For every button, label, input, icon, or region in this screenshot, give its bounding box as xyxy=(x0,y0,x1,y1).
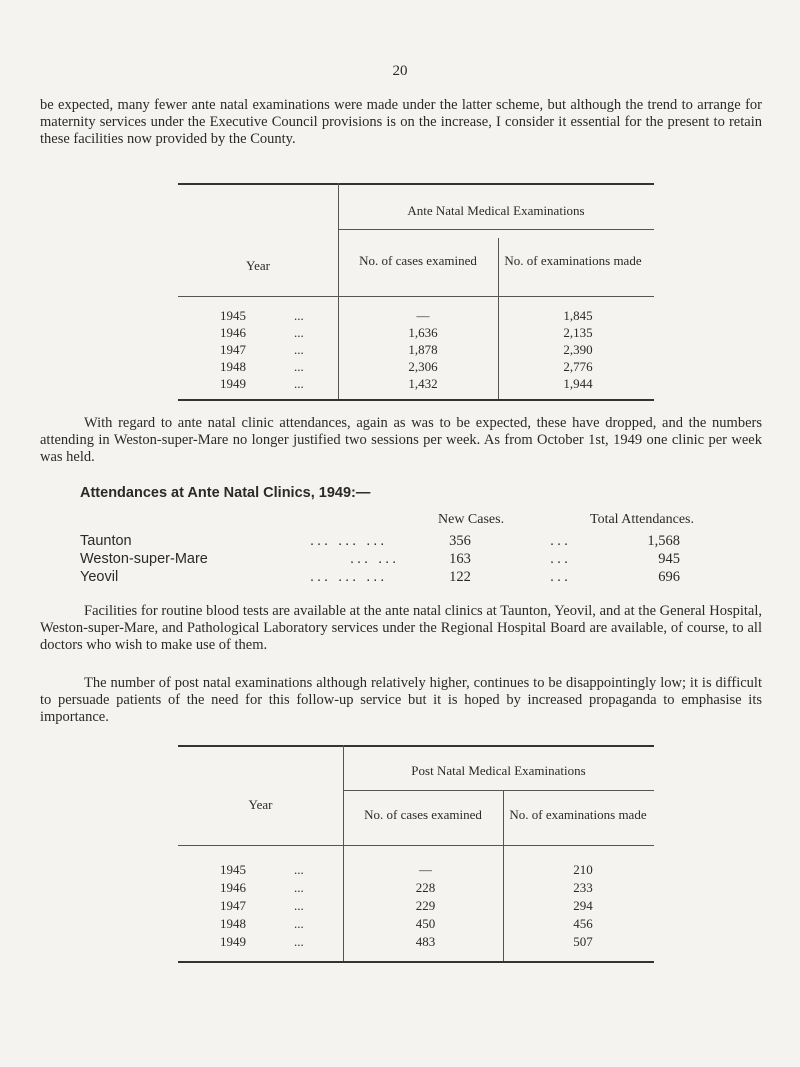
cases-value: 229 xyxy=(415,898,436,913)
leader-dots: ... xyxy=(294,934,304,949)
paragraph-attendance-intro: With regard to ante natal clinic attendances, again as was to be expected, these have dropped, and the numbers attending in Weston-super-Mare no longer justified two sessions per week. As from October 1st, 1949 one clinic per week was held. xyxy=(40,415,762,465)
leader-dots: ... xyxy=(550,551,572,567)
clinic-name: Taunton xyxy=(80,533,132,549)
cases-header: No. of cases examined xyxy=(359,253,477,268)
new-cases-value: 163 xyxy=(449,551,471,567)
year: 1948 xyxy=(220,916,246,931)
cases-value: 2,306 xyxy=(408,359,438,374)
leader-dots: ... xyxy=(294,862,304,877)
leader-dots: ... xyxy=(294,308,304,323)
leader-dots: ... ... ... xyxy=(310,569,388,585)
clinic-name: Weston-super-Mare xyxy=(80,551,208,567)
list-item xyxy=(80,533,760,551)
exams-value: 507 xyxy=(573,934,593,949)
post-natal-table xyxy=(178,745,654,963)
exams-value: 210 xyxy=(573,862,593,877)
table-row xyxy=(178,308,654,324)
paragraph-blood-tests: Facilities for routine blood tests are available at the ante natal clinics at Taunton, Yeovil, and at the General Hospital, Weston-super-Mare, and Pathological Laboratory services under the Regional Hospital Board are available, of course, to all doctors who wish to make use of them. xyxy=(40,603,762,653)
year: 1945 xyxy=(220,308,246,323)
total-value: 945 xyxy=(658,551,680,567)
list-item xyxy=(80,551,760,569)
exams-value: 456 xyxy=(573,916,593,931)
total-attendances-header: Total Attendances. xyxy=(590,512,694,527)
cases-value: 450 xyxy=(415,916,436,931)
leader-dots: ... ... xyxy=(350,551,400,567)
year: 1948 xyxy=(220,359,246,374)
clinic-name: Yeovil xyxy=(80,569,119,585)
new-cases-value: 356 xyxy=(449,533,471,549)
leader-dots: ... ... ... xyxy=(310,533,388,549)
year: 1945 xyxy=(220,862,246,877)
page-number: 20 xyxy=(392,63,408,79)
table-row xyxy=(178,934,654,950)
year: 1949 xyxy=(220,934,246,949)
leader-dots: ... xyxy=(294,916,304,931)
year: 1946 xyxy=(220,325,246,340)
year-header: Year xyxy=(246,258,270,273)
new-cases-value: 122 xyxy=(449,569,471,585)
new-cases-header: New Cases. xyxy=(438,512,505,527)
list-item xyxy=(80,569,760,587)
leader-dots: ... xyxy=(550,533,572,549)
table-row xyxy=(178,916,654,932)
table-row xyxy=(178,898,654,914)
total-value: 1,568 xyxy=(647,533,680,549)
table-row xyxy=(178,359,654,375)
table-row xyxy=(178,880,654,896)
year: 1947 xyxy=(220,898,246,913)
year: 1949 xyxy=(220,376,246,391)
year: 1947 xyxy=(220,342,246,357)
cases-value: 228 xyxy=(415,880,436,895)
leader-dots: ... xyxy=(550,569,572,585)
attendances-heading: Attendances at Ante Natal Clinics, 1949:— xyxy=(80,485,371,501)
ante-natal-table xyxy=(178,183,654,401)
cases-header: No. of cases examined xyxy=(364,807,482,822)
group-header: Ante Natal Medical Examinations xyxy=(407,203,585,218)
cases-value: — xyxy=(419,862,432,877)
table-row xyxy=(178,862,654,878)
exams-value: 2,135 xyxy=(563,325,593,340)
leader-dots: ... xyxy=(294,359,304,374)
total-value: 696 xyxy=(658,569,680,585)
leader-dots: ... xyxy=(294,898,304,913)
leader-dots: ... xyxy=(294,376,304,391)
table-row xyxy=(178,376,654,392)
exams-header: No. of examinations made xyxy=(509,807,647,822)
leader-dots: ... xyxy=(294,325,304,340)
paragraph-intro: be expected, many fewer ante natal examinations were made under the latter scheme, but although the trend to arrange for maternity services under the Executive Council provisions is on the increase, I consider it essential for the present to retain these facilities now provided by the County. xyxy=(40,97,762,147)
exams-value: 2,390 xyxy=(563,342,593,357)
exams-value: 233 xyxy=(573,880,593,895)
exams-value: 1,845 xyxy=(563,308,593,323)
cases-value: 1,636 xyxy=(408,325,438,340)
cases-value: 1,432 xyxy=(408,376,438,391)
table-row xyxy=(178,342,654,358)
exams-value: 294 xyxy=(573,898,593,913)
year: 1946 xyxy=(220,880,246,895)
cases-value: — xyxy=(416,308,430,323)
exams-value: 2,776 xyxy=(563,359,593,374)
exams-header: No. of examinations made xyxy=(504,253,642,268)
leader-dots: ... xyxy=(294,880,304,895)
cases-value: 1,878 xyxy=(408,342,438,357)
table-row xyxy=(178,325,654,341)
year-header: Year xyxy=(248,797,273,812)
paragraph-post-natal: The number of post natal examinations although relatively higher, continues to be disappointingly low; it is difficult to persuade patients of the need for this follow-up service but it is hoped by increased propaganda to emphasise its importance. xyxy=(40,675,762,725)
leader-dots: ... xyxy=(294,342,304,357)
cases-value: 483 xyxy=(415,934,436,949)
group-header: Post Natal Medical Examinations xyxy=(411,763,586,778)
exams-value: 1,944 xyxy=(563,376,593,391)
